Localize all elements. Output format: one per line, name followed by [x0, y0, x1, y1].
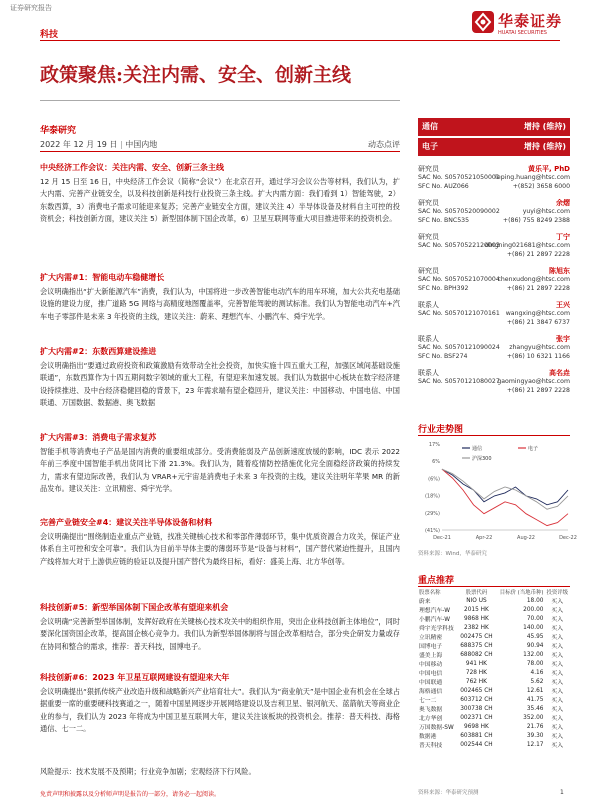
analyst-sfc-row — [418, 285, 570, 294]
target-price: 4.16 — [530, 669, 544, 676]
table-row — [418, 722, 570, 731]
analyst-email[interactable]: gaomingyao@htsc.com — [497, 378, 570, 385]
stock-name: 北方华创 — [419, 716, 443, 722]
section-5 — [40, 517, 400, 568]
analyst-role: 研究员 — [418, 233, 439, 241]
stock-code: 688082 CH — [460, 651, 493, 658]
y-tick-label: 6% — [432, 459, 440, 466]
chart-title: 行业走势图 — [418, 425, 464, 435]
col-rating: 投资评级 — [546, 590, 569, 596]
stock-code: 762 HK — [465, 678, 487, 685]
table-row — [418, 668, 570, 677]
analyst-sac: SAC No. S0570521050001 — [418, 174, 500, 181]
rating-bar-telecom — [418, 118, 570, 136]
stock-rating: 买入 — [551, 653, 564, 659]
stock-name: 国博电子 — [419, 644, 443, 650]
stock-code: 941 HK — [465, 660, 487, 667]
analyst-sac-row — [418, 276, 570, 285]
analyst-name: 高名垚 — [549, 369, 570, 377]
stock-rating: 买入 — [551, 725, 564, 731]
series-line — [442, 469, 568, 525]
analyst-sac: SAC No. S0570121090024 — [418, 344, 500, 351]
analyst-phone: +(86) 21 2897 2228 — [506, 387, 570, 394]
x-tick-label: Dec-22 — [559, 535, 577, 541]
analyst-sac: SAC No. S0570522120003 — [418, 242, 500, 249]
x-tick-label: Dec-21 — [433, 535, 451, 541]
target-price: 90.94 — [526, 642, 544, 649]
analyst-sac: SAC No. S0570520090002 — [418, 208, 500, 215]
analyst-role: 研究员 — [418, 267, 439, 275]
chart-source: 资料来源：Wind，华泰研究 — [418, 551, 487, 557]
analyst-role: 联系人 — [418, 301, 439, 309]
section-4 — [40, 432, 400, 496]
stock-rating: 买入 — [551, 635, 564, 641]
stock-name: 立讯精密 — [419, 635, 443, 641]
stock-code: 9698 HK — [464, 723, 489, 730]
analyst-sac: SAC No. S0570121080027 — [418, 378, 500, 385]
section-text: 会议明确“完善新型举国体制，发挥好政府在关键核心技术攻关中的组织作用，突出企业科技创新主体地位”，同时要深化国资国企改革，提高国企核心竞争力。我们认为新型举国体制将与国企改革相结合，部分央企研发力量或存在协同和整合的需求，推荐：普天科技，国博电子。 — [40, 617, 400, 651]
analyst-name: 余熠 — [556, 199, 570, 207]
analyst-list — [418, 164, 570, 396]
table-row — [418, 704, 570, 713]
report-type: 动态点评 — [368, 140, 400, 149]
analyst-phone: +(86) 10 6321 1166 — [506, 353, 570, 360]
section-7 — [40, 672, 400, 736]
analyst-sac-row — [418, 208, 570, 217]
stock-code: 603881 CH — [460, 732, 493, 739]
analyst-sfc-row — [418, 217, 570, 226]
target-price: 70.00 — [526, 615, 544, 622]
analyst-name-row — [418, 368, 570, 378]
target-price: 18.00 — [526, 597, 544, 604]
stock-code: 002371 CH — [460, 714, 493, 721]
stock-rating: 买入 — [551, 626, 564, 632]
table-row — [418, 686, 570, 695]
section-2 — [40, 272, 400, 323]
stock-name: 理想汽车-W — [419, 608, 451, 614]
stock-code: 002544 CH — [460, 741, 493, 748]
chart-divider — [418, 435, 570, 436]
recommendations-table — [418, 588, 570, 749]
analyst-sac-row — [418, 310, 570, 319]
analyst-role: 研究员 — [418, 199, 439, 207]
analyst-sfc: SFC No. BSF274 — [418, 353, 468, 360]
legend-label: 通信 — [472, 446, 483, 452]
section-heading: 扩大内需#1：智能电动车稳健增长 — [40, 273, 165, 282]
stock-name: 小鹏汽车-W — [419, 617, 451, 623]
stock-name: 盛美上海 — [419, 653, 443, 659]
table-row — [418, 740, 570, 749]
analyst-name-row — [418, 334, 570, 344]
analyst-sfc-row — [418, 353, 570, 362]
section-text: 12 月 15 日至 16 日，中央经济工作会议（简称“会议”）在北京召开，通过学习会议公告等材料，我们认为，扩大内需、完善产业链安全，以及科技创新是科技行业投资三条主线。扩大内需方面：我们看到 1）智能驾驶，2）东数西算，3）消费电子需求可能迎来复苏；完善产业链安全方面，建议关注 4）半导体设备及材料自主可控的投资机会；科技创新方面，建议关注 5）新型国体制下国企改革，6）卫星互联网等重大项目推进带来的投资机会。 — [40, 177, 400, 224]
stock-name: 中国移动 — [419, 662, 443, 668]
analyst-name-row — [418, 300, 570, 310]
section-heading: 科技创新#5：新型举国体制下国企改革有望迎来机会 — [40, 603, 229, 612]
y-tick-label: (18%) — [424, 493, 440, 500]
stock-name: 万国数据-SW — [419, 725, 454, 731]
col-code: 股票代码 — [465, 590, 488, 596]
target-price: 78.00 — [526, 660, 544, 667]
section-3 — [40, 346, 400, 410]
analyst-sac-row — [418, 242, 570, 251]
analyst-block — [418, 334, 570, 362]
target-price: 41.75 — [526, 696, 544, 703]
target-price: 45.95 — [526, 633, 544, 640]
stock-rating: 买入 — [551, 689, 564, 695]
stock-name: 七一二 — [419, 698, 437, 704]
target-price: 132.00 — [523, 651, 544, 658]
section-text: 会议明确指出“要通过政府投资和政策激励有效带动全社会投资，加快实施十四五重大工程，加强区域间基础设施联通”，东数西算作为十四五期间数字领域的重大工程，有望迎来加速发展。我们认为数据中心板块在数字经济建设持续推进、及中台经济稳健回稳的背景下，23 年需求端有望企稳回升，建议关注：中国移动、中国电信、中国联通、万国数据、数据港、奥飞数据 — [40, 361, 400, 408]
col-price: 目标价 (当地币种) — [499, 590, 544, 596]
section-text: 会议明确提出“狠抓传统产业改造升级和战略新兴产业培育壮大”。我们认为“商业航天”是中国企业有机会在全球占据重要一席的重要硬科技赛道之一，随着中国星网逐步开展网络建设以及吉利卫星、银河航天、蓝箭航天等商业企业的参与，我们认为 2023 年将成为中国卫星互联网大年，建议关注该板块的投资机会。推荐：普天科技、海格通信、七一二。 — [40, 687, 400, 734]
target-price: 12.17 — [526, 741, 544, 748]
section-heading: 中央经济工作会议：关注内需、安全、创新三条主线 — [40, 163, 224, 172]
stock-rating: 买入 — [551, 698, 564, 704]
analyst-block — [418, 300, 570, 328]
analyst-sfc: SFC No. BNC535 — [418, 217, 470, 224]
stock-rating: 买入 — [551, 671, 564, 677]
analyst-role: 研究员 — [418, 165, 439, 173]
series-line — [442, 469, 568, 509]
y-tick-label: 17% — [428, 442, 440, 448]
stock-rating: 买入 — [551, 743, 564, 749]
analyst-phone: +(86) 21 2897 2228 — [506, 285, 570, 292]
report-date: 2022 年 12 月 19 日 — [40, 140, 118, 149]
y-tick-label: (41%) — [424, 528, 440, 534]
report-title: 政策聚焦:关注内需、安全、创新主线 — [40, 64, 352, 86]
analyst-name: 张宇 — [556, 335, 570, 343]
x-tick-label: Apr-22 — [475, 535, 493, 541]
analyst-phone: +(86) 21 2897 2228 — [506, 251, 570, 258]
analyst-sfc-row — [418, 387, 570, 396]
logo-subtext: HUATAI SECURITIES — [498, 30, 547, 36]
table-row — [418, 659, 570, 668]
analyst-phone: +(852) 3658 6000 — [512, 183, 570, 190]
analyst-sac: SAC No. S0570121070161 — [418, 310, 500, 317]
analyst-phone: +(86) 21 3847 6737 — [506, 319, 570, 326]
section-heading: 科技创新#6：2023 年卫星互联网建设有望迎来大年 — [40, 673, 230, 682]
target-price: 200.00 — [523, 606, 544, 613]
table-row — [418, 614, 570, 623]
analyst-email[interactable]: yuyi@htsc.com — [522, 208, 570, 215]
section-text: 会议明确指出“扩大新能源汽车”消费，我们认为，中国将进一步改善智能电动汽车的用车环境，加大公共充电基础设施的建设力度，推广道路 5G 网络与高精度地图覆盖率，完善智能驾驶的测试标准。我们认为智能电动汽车+汽车电子零部件是未来 3 年投资的主线，建议关注：蔚来、理想汽车、小鹏汽车、舜宇光学。 — [40, 287, 400, 321]
analyst-sfc: SFC No. AUZ066 — [418, 183, 469, 190]
header-divider — [40, 40, 560, 41]
target-price: 21.76 — [526, 723, 544, 730]
analyst-name-row — [418, 266, 570, 276]
stock-name: 奥飞数据 — [419, 707, 443, 713]
stock-code: 002465 CH — [460, 687, 493, 694]
stock-rating: 买入 — [551, 662, 564, 668]
analyst-phone: +(86) 755 8249 2388 — [502, 217, 570, 224]
logo-mark-icon — [472, 11, 494, 33]
report-region: 中国内地 — [125, 140, 158, 149]
table-row — [418, 731, 570, 740]
table-row — [418, 596, 570, 605]
stock-name: 海格通信 — [419, 689, 443, 695]
target-price: 12.61 — [526, 687, 544, 694]
section-6 — [40, 602, 400, 653]
analyst-sfc-row — [418, 319, 570, 328]
analyst-email[interactable]: leping.huang@htsc.com — [495, 174, 570, 181]
stock-rating: 买入 — [551, 608, 564, 614]
y-tick-label: (6%) — [428, 476, 440, 483]
col-name: 股票名称 — [419, 590, 441, 596]
legend-label: 电子 — [528, 446, 539, 452]
recommendations-source: 资料来源：华泰研究预测 — [418, 790, 479, 796]
stock-rating: 买入 — [551, 716, 564, 722]
analyst-name: 王兴 — [556, 301, 570, 309]
report-meta: 2022 年 12 月 19 日 | 中国内地 动态点评 — [40, 140, 400, 149]
analyst-email[interactable]: dingning021681@htsc.com — [485, 242, 570, 249]
analyst-block — [418, 198, 570, 226]
analyst-role: 联系人 — [418, 369, 439, 377]
stock-rating: 买入 — [551, 599, 564, 605]
analyst-sac-row — [418, 378, 570, 387]
table-row — [418, 623, 570, 632]
table-row — [418, 605, 570, 614]
analyst-block — [418, 164, 570, 192]
section-heading: 完善产业链安全#4：建议关注半导体设备和材料 — [40, 518, 213, 527]
stock-code: 688375 CH — [460, 642, 493, 649]
table-row — [418, 632, 570, 641]
stock-rating: 买入 — [551, 707, 564, 713]
stock-name: 蔚来 — [419, 599, 431, 605]
stock-name: 中国电信 — [419, 671, 443, 677]
analyst-name: 丁宁 — [556, 233, 570, 241]
target-price: 140.00 — [523, 624, 544, 631]
analyst-role: 联系人 — [418, 335, 439, 343]
table-row — [418, 650, 570, 659]
stock-code: 2015 HK — [464, 606, 489, 613]
stock-name: 数据港 — [419, 734, 437, 740]
table-row — [418, 713, 570, 722]
stock-code: 728 HK — [465, 669, 487, 676]
stock-name: 普天科技 — [419, 743, 443, 749]
analyst-block — [418, 232, 570, 260]
rating-bar-electronics — [418, 138, 570, 156]
analyst-name-row — [418, 164, 570, 174]
analyst-email[interactable]: zhangyu@htsc.com — [509, 344, 570, 351]
table-row — [418, 695, 570, 704]
stock-name: 舜宇光学科技 — [419, 626, 454, 632]
analyst-sfc: SFC No. BPH392 — [418, 285, 469, 292]
analyst-name-row — [418, 198, 570, 208]
analyst-email[interactable]: wangxing@htsc.com — [505, 310, 570, 317]
section-heading: 扩大内需#3：消费电子需求复苏 — [40, 433, 157, 442]
stock-rating: 买入 — [551, 617, 564, 623]
section-text: 智能手机等消费电子产品是国内消费的重要组成部分。受消费能弱及产品创新速度放缓的影响，IDC 表示 2022 年前三季度中国智能手机出货同比下滑 21.3%。我们认为，随着疫情防控措施优化完全面稳经济政策的持续发力，需求有望边际改善，我们认为 VRAR+元宇宙是消费电子未来 3 年投资的主线，建议关注明年苹果 MR 的新品发布。建议关注：立讯精密、舜宇光学。 — [40, 447, 400, 494]
rating-value: 增持 (维持) — [523, 142, 566, 151]
rating-value: 增持 (维持) — [523, 122, 566, 131]
logo-text: 华泰证券 — [498, 12, 563, 30]
analyst-email[interactable]: chenxudong@htsc.com — [497, 276, 570, 283]
stock-code: 002475 CH — [460, 633, 493, 640]
analyst-sfc-row — [418, 183, 570, 192]
analyst-sac-row — [418, 174, 570, 183]
sidebar — [418, 118, 570, 402]
stock-code: 2382 HK — [464, 624, 489, 631]
analyst-sac-row — [418, 344, 570, 353]
risk-warning: 风险提示：技术发展不及预期；行业竞争加剧；宏观经济下行风险。 — [40, 767, 256, 776]
legend-label: 沪深300 — [472, 456, 492, 462]
analyst-name-row — [418, 232, 570, 242]
stock-code: 603712 CH — [460, 696, 493, 703]
stock-code: NIO US — [466, 597, 487, 604]
table-row — [418, 677, 570, 686]
analyst-name: 陈旭东 — [549, 267, 570, 275]
stock-code: 9868 HK — [464, 615, 489, 622]
research-heading: 华泰研究 — [40, 126, 77, 136]
meta-divider — [40, 151, 400, 152]
page-number: 1 — [560, 789, 564, 796]
report-series: 证券研究报告 — [10, 4, 52, 12]
y-tick-label: (29%) — [424, 510, 440, 517]
stock-rating: 买入 — [551, 644, 564, 650]
stock-code: 300738 CH — [460, 705, 493, 712]
table-header-row — [418, 588, 570, 596]
analyst-block — [418, 266, 570, 294]
recommendations-title: 重点推荐 — [418, 576, 455, 586]
disclaimer-footer: 免责声明和披露以及分析师声明是报告的一部分，请务必一起阅读。 — [40, 791, 221, 798]
analyst-name: 黄乐平, PhD — [527, 165, 570, 173]
recommendations-divider — [418, 586, 570, 587]
rating-sector: 通信 — [422, 122, 438, 131]
target-price: 35.46 — [526, 705, 544, 712]
industry-trend-chart — [418, 438, 577, 544]
analyst-sac: SAC No. S0570521070004 — [418, 276, 500, 283]
target-price: 5.62 — [530, 678, 544, 685]
rating-sector: 电子 — [422, 142, 438, 151]
company-logo — [472, 9, 568, 41]
section-heading: 扩大内需#2：东数西算建设推进 — [40, 347, 157, 356]
section-1 — [40, 162, 400, 226]
table-row — [418, 641, 570, 650]
x-tick-label: Aug-22 — [517, 535, 535, 541]
section-text: 会议明确提出“围绕制造业重点产业链，找准关键核心技术和零部件薄弱环节，集中优质资源合力攻关，保证产业体系自主可控和安全可靠”。我们认为目前半导体主要的薄弱环节是“设备与材料”，国产替代紧迫性提升，且国内产线将加大对于上游供应链的验证以及提升国产替代为最终目标，看好：盛美上海、北方华创等。 — [40, 532, 400, 566]
analyst-block — [418, 368, 570, 396]
stock-rating: 买入 — [551, 680, 564, 686]
target-price: 352.00 — [523, 714, 544, 721]
stock-rating: 买入 — [551, 734, 564, 740]
stock-name: 中国联通 — [419, 680, 443, 686]
analyst-sfc-row — [418, 251, 570, 260]
target-price: 39.30 — [526, 732, 544, 739]
sector-label: 科技 — [40, 30, 59, 40]
title-divider — [40, 100, 400, 101]
